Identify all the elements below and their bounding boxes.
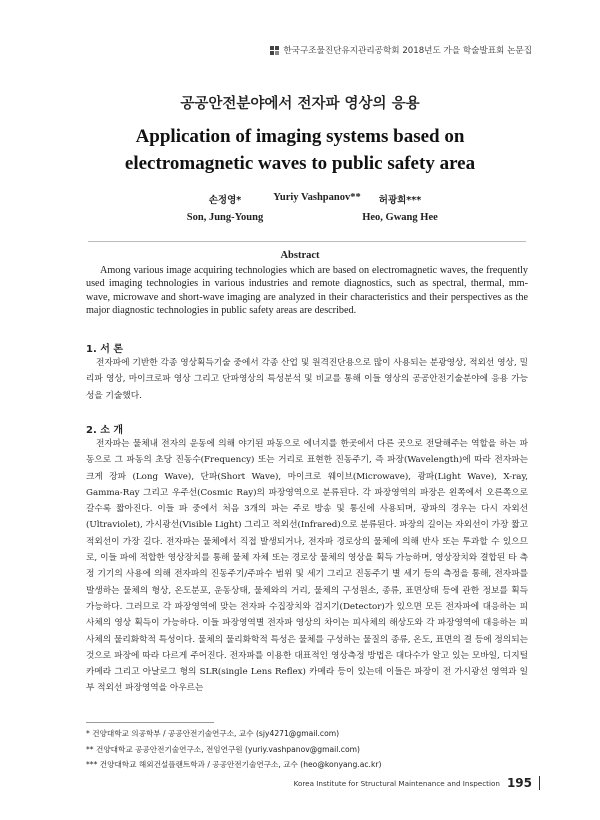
- page-number: 195: [506, 776, 532, 790]
- journal-name: 한국구조물진단유지관리공학회 2018년도 가을 학술발표회 논문집: [283, 46, 532, 56]
- author-1-korean: 손정영*: [208, 195, 242, 206]
- footnote-3: *** 건양대학교 해외건설플랜트학과 / 공공안전기술연구소, 교수 (heo@konyang.ac.kr): [86, 760, 382, 769]
- title-english: Application of imaging systems based on electromagnetic waves to public safety area: [124, 126, 476, 174]
- footnotes: [86, 726, 528, 773]
- footnote-2: ** 건양대학교 공공안전기술연구소, 전임연구원 (yuriy.vashpanov@gmail.com): [86, 744, 360, 754]
- footer-bar: [539, 776, 540, 790]
- abstract-heading: Abstract: [280, 250, 320, 261]
- section-1-text: 전자파에 기반한 각종 영상획득기술 중에서 각종 산업 및 원격진단용으로 많이 사용되는 분광영상, 적외선 영상, 밀리파 영상, 마이크로파 영상 그리고 단파영상의 특성분석 및 비교를 통해 이들 영상의 공공안전기술분야에 응용 가능성을 기술했다.: [86, 358, 528, 401]
- section-2-text: 전자파는 물체내 전자의 운동에 의해 야기된 파동으로 에너지를 한곳에서 다른 곳으로 전달해주는 역할을 하는 파동으로 그 파동의 초당 진동수(Frequency) 또는 거리로 표현한 진동주기, 즉 파장(Wavelength)에 따라 전자파는 크게 장파 (Long Wave), 단파(Short Wave), 마이크로 웨이브(Microwave), 광파(Light Wave), X-ray, Gamma-Ray 그리고 우주선(Cosmic Ray)의 파장영역으로 분류된다. 각 파장영역의 파장은 왼쪽에서 오른쪽으로 갈수록 짧아진다. 이들 파 중에서 처음 3개의 파는 주로 방송 및 통신에 사용되며, 광파의 경우는 다시 자외선(Ultraviolet), 가시광선(Visible Light) 그리고 적외선(Infrared)으로 분류된다. 파장의 길이는 자외선이 가장 짧고 적외선이 가장 길다. 전자파는 물체에서 직접 발생되거나, 전자파 경로상의 물체에 의해 반사 또는 투과할 수 있으므로, 이들 파에 적합한 영상장치를 통해 물체 자체 또는 경로상 물체의 영상을 획득 가능하며, 영상장치와 결합된 타 측정 기기의 사용에 의해 전자파의 진동주기/주파수 범위 및 세기 그리고 진동주기 별 세기 등의 측정을 통해, 전자파를 발생하는 물체의 형상, 온도분포, 운동상태, 물체와의 거리, 물체의 구성원소, 종류, 표면상태 등에 관한 정보를 획득 가능하다. 그러므로 각 파장영역에 맞는 전자파 수집장치와 검지기(Detector)가 있으면 모든 전자파에 대응하는 피사체의 영상 획득이 가능하다. 이들 파장영역별 전자파 영상의 차이는 피사체의 해상도와 각 파장영역에 대응하는 피사체의 물리화학적 특성이다. 물체의 물리화학적 특성은 물체를 구성하는 물질의 종류, 온도, 표면의 결 등에 정의되는 것으로 파장에 따라 다르게 주어진다. 전자파를 이용한 대표적인 영상측정 방법은 대다수가 알고 있는 모바일, 디지털 카메라 그리고 아날로그 형의 SLR(single Lens Reflex) 카메라 등이 있는데 이들은 파장이 전 가시광선 영역과 일부 적외선 파장영역을 아우르는: [86, 439, 528, 694]
- book-icon: [270, 46, 279, 55]
- title-korean: 공공안전분야에서 전자파 영상의 응용: [180, 96, 420, 112]
- title-divider: [88, 241, 526, 242]
- footer-institute: Korea Institute for Structural Maintenance and Inspection: [293, 778, 500, 788]
- running-header: [270, 44, 532, 56]
- author-3-english: Heo, Gwang Hee: [362, 212, 438, 223]
- author-3: [345, 192, 455, 223]
- author-3-korean: 허광희***: [378, 195, 422, 206]
- footnote-divider: [86, 722, 214, 723]
- section-1-heading: 1. 서 론: [86, 344, 124, 355]
- abstract-text: Among various image acquiring technologies which are based on electromagnetic waves, the frequently used imaging technologies in various industries and remote diagnostics, such as spectral, thermal, mm-wave, microwave and short-wave imaging are analyzed in their characteristics and their perspectives as the major diagnostic technologies in public safety areas are described.: [86, 265, 528, 316]
- author-2-english: Yuriy Vashpanov**: [273, 192, 361, 203]
- author-1-english: Son, Jung-Young: [186, 212, 264, 223]
- footnote-1: * 건양대학교 의공학부 / 공공안전기술연구소, 교수 (sjy4271@gmail.com): [86, 729, 340, 738]
- section-2-heading: 2. 소 개: [86, 425, 124, 436]
- page-footer: [294, 776, 540, 790]
